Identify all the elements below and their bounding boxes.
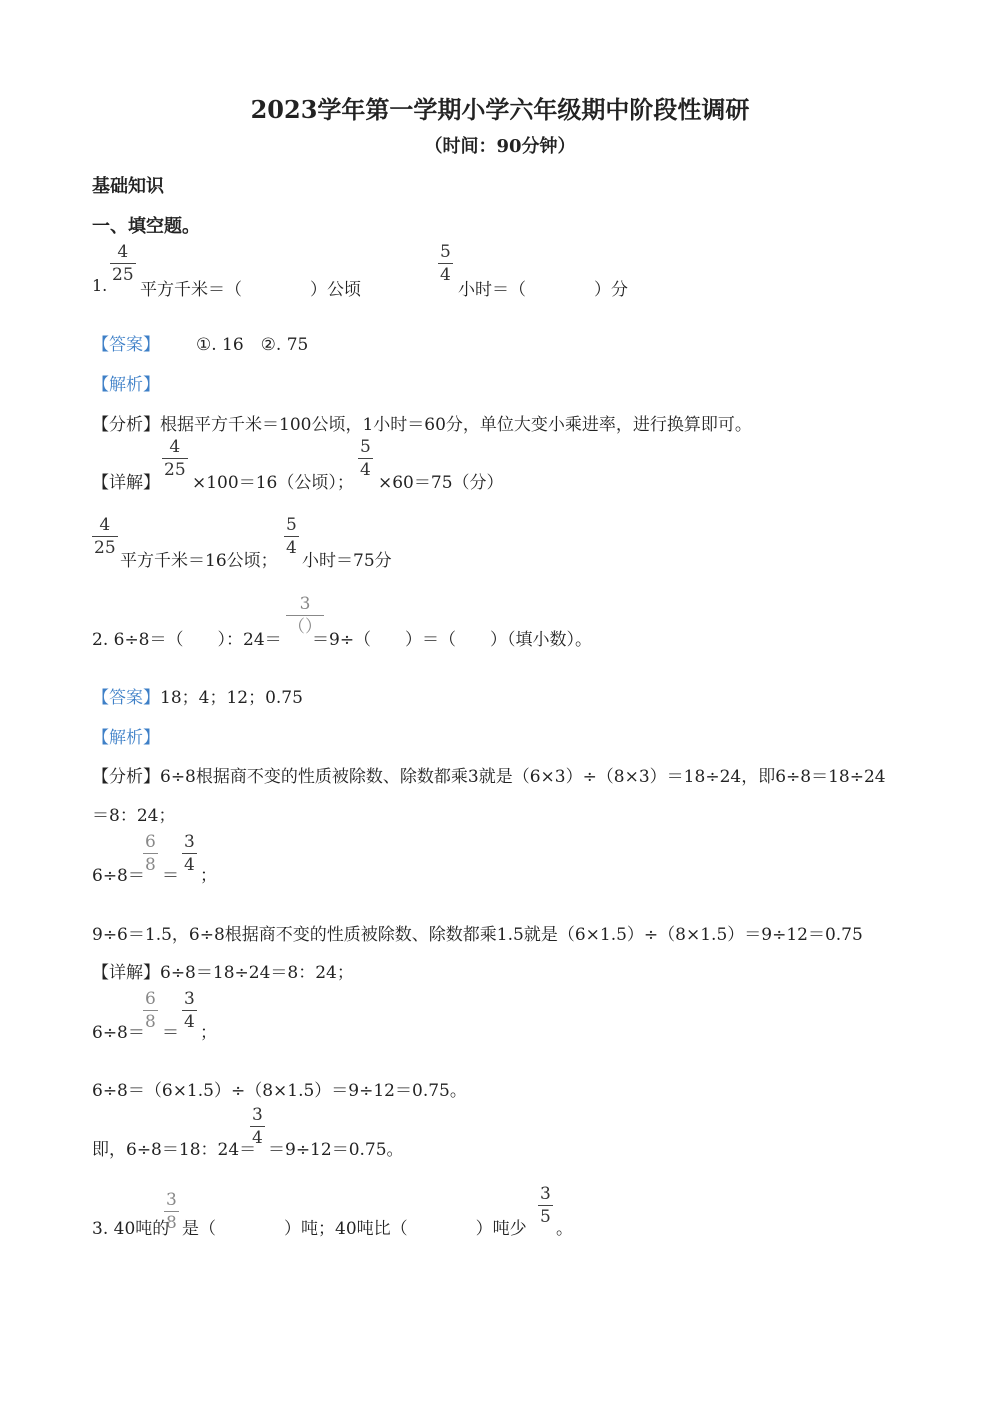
q3-fraction-b: 3 5 — [540, 1184, 551, 1227]
q1-detail-label: 【详解】 — [92, 473, 160, 493]
q1-answer-label: 【答案】 — [92, 335, 160, 355]
q3-text-b: 是（ ）吨；40吨比（ ）吨少 — [182, 1219, 527, 1239]
page-title: 2023学年第一学期小学六年级期中阶段性调研 — [250, 95, 750, 124]
q2-text-b: ＝9÷（ ）＝（ ）（填小数）。 — [312, 630, 593, 650]
q2-semicolon-a: ； — [200, 866, 217, 886]
q3-text-c: 。 — [556, 1219, 573, 1239]
q1-fraction-b: 5 4 — [440, 242, 451, 285]
q2-line-b: 9÷6＝1.5，6÷8根据商不变的性质被除数、除数都乘1.5就是（6×1.5）÷（8×1.5）＝9÷12＝0.75 — [92, 925, 863, 945]
q1-concl-fraction-a: 4 25 — [94, 515, 116, 558]
section-heading: 基础知识 — [92, 176, 164, 197]
q1-detail-fraction-b: 5 4 — [360, 437, 371, 480]
q1-fraction-a: 4 25 — [112, 242, 134, 285]
q1-number: 1. — [92, 276, 108, 295]
q2-semicolon-b: ； — [200, 1023, 217, 1043]
q2-fenxi-1: 【分析】6÷8根据商不变的性质被除数、除数都乘3就是（6×3）÷（8×3）＝18÷24，即6÷8＝18÷24 — [92, 767, 886, 787]
q1-text-b: 小时＝（ ）分 — [458, 280, 628, 300]
q2-line-a: 6÷8＝ — [92, 866, 145, 886]
q2-answer-label: 【答案】 — [92, 688, 160, 708]
q2-fraction-3-4-b: 3 4 — [184, 989, 195, 1032]
q2-line-e-a: 即，6÷8＝18：24＝ — [92, 1140, 257, 1160]
page-subtitle: （时间：90分钟） — [424, 136, 576, 157]
q1-detail-fraction-a: 4 25 — [164, 437, 186, 480]
q2-equals-b: ＝ — [162, 1023, 179, 1043]
q2-fraction-6-8: 6 8 — [145, 832, 156, 875]
q3-fraction-a: 3 8 — [166, 1190, 177, 1233]
q3-text-a: 3. 40吨的 — [92, 1219, 170, 1239]
q2-line-e-b: ＝9÷12＝0.75。 — [268, 1140, 404, 1160]
q1-concl-fraction-b: 5 4 — [286, 515, 297, 558]
q1-answer: ①. 16 ②. 75 — [196, 335, 309, 355]
q1-detail-text-b: ×60＝75（分） — [378, 473, 504, 493]
q2-fenxi-2: ＝8：24； — [92, 806, 176, 826]
q1-detail-text-a: ×100＝16（公顷）； — [192, 473, 354, 493]
q2-analysis-label: 【解析】 — [92, 728, 160, 748]
part-heading: 一、填空题。 — [92, 216, 200, 237]
q1-analysis-label: 【解析】 — [92, 375, 160, 395]
q2-equals-a: ＝ — [162, 866, 179, 886]
q1-concl-text-a: 平方千米＝16公顷； — [120, 551, 278, 571]
q2-line-c: 6÷8＝ — [92, 1023, 145, 1043]
q2-fraction-3-4: 3 4 — [184, 832, 195, 875]
q1-text-a: 平方千米＝（ ）公顷 — [140, 280, 361, 300]
q1-fenxi: 【分析】根据平方千米＝100公顷，1小时＝60分，单位大变小乘进率，进行换算即可。 — [92, 415, 752, 435]
q2-fraction-e: 3 4 — [252, 1105, 263, 1148]
q2-detail: 【详解】6÷8＝18÷24＝8：24； — [92, 963, 354, 983]
q2-line-d: 6÷8＝（6×1.5）÷（8×1.5）＝9÷12＝0.75。 — [92, 1081, 467, 1101]
q2-answer: 18；4；12；0.75 — [160, 688, 303, 708]
q2-text-a: 2. 6÷8＝（ ）：24＝ — [92, 630, 282, 650]
q1-concl-text-b: 小时＝75分 — [302, 551, 392, 571]
q2-fraction-6-8-b: 6 8 — [145, 989, 156, 1032]
q2-fraction-blank: 3 （） — [288, 594, 322, 637]
